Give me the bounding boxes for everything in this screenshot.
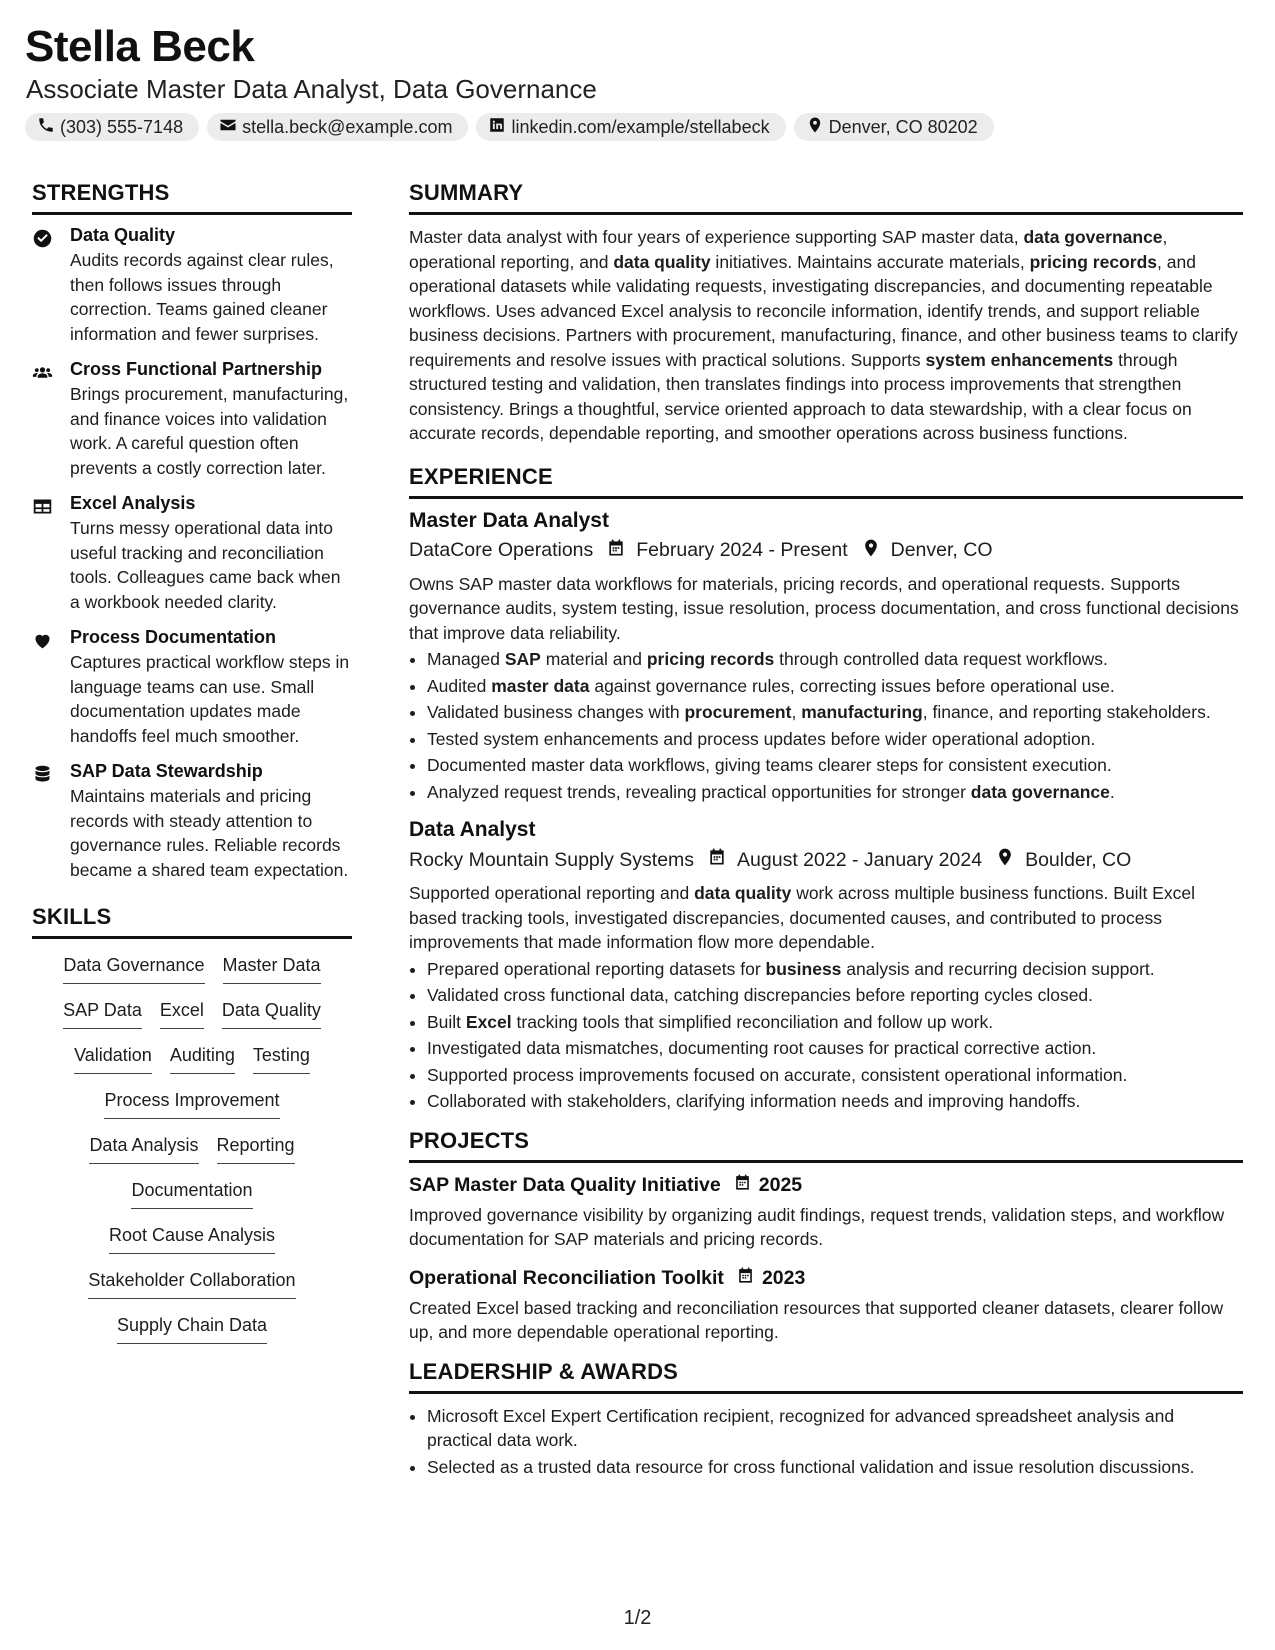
location-pill bbox=[794, 113, 994, 141]
linkedin-text: linkedin.com/example/stellabeck bbox=[511, 116, 770, 137]
skill-row bbox=[32, 1315, 352, 1360]
text-run: against governance rules, correcting issues before operational use. bbox=[589, 675, 1115, 696]
strength-description: Brings procurement, manufacturing, and finance voices into validation work. A careful question often prevents a costly correction later. bbox=[70, 384, 349, 478]
candidate-name: Stella Beck bbox=[25, 22, 255, 71]
strength-description: Maintains materials and pricing records with steady attention to governance rules. Reliable records became a shared team expectation. bbox=[70, 786, 349, 880]
skill-tag: SAP Data bbox=[63, 1000, 142, 1029]
strength-body bbox=[70, 627, 352, 748]
text-run: Built bbox=[427, 1011, 466, 1032]
bullet-item bbox=[427, 1010, 1243, 1035]
calendar-icon bbox=[593, 538, 636, 564]
job-bullets bbox=[409, 647, 1243, 804]
text-run: Validated cross functional data, catching discrepancies before reporting cycles closed. bbox=[427, 985, 1094, 1005]
left-column bbox=[32, 180, 352, 1360]
skill-tag: Data Analysis bbox=[89, 1135, 198, 1164]
experience-item bbox=[409, 818, 1243, 1114]
map-pin-icon bbox=[806, 116, 824, 139]
summary-text bbox=[409, 225, 1243, 446]
skill-row bbox=[32, 1000, 352, 1045]
contact-bar bbox=[25, 113, 994, 141]
text-run: , and operational datasets while validating requests, investigating discrepancies, and documenting repeatable workflows. Uses advanced Excel analysis to reconcile information, identify trends, and support reliable business decisions. Partners with procurement, manufacturing, finance, and other business teams to clarify requirements and resolve issues with practical solutions. Supports bbox=[409, 251, 1238, 370]
bold-text: pricing records bbox=[646, 649, 775, 669]
bullet-item bbox=[427, 780, 1243, 805]
bullet-item bbox=[427, 674, 1243, 699]
project-title bbox=[409, 1173, 1243, 1198]
text-run: Tested system enhancements and process updates before wider operational adoption. bbox=[427, 728, 1096, 749]
skill-row bbox=[32, 1270, 352, 1315]
linkedin-icon bbox=[488, 116, 506, 139]
project-description: Created Excel based tracking and reconciliation resources that supported cleaner datasets, clearer follow up, and more dependable operational reporting. bbox=[409, 1297, 1224, 1342]
skill-tag: Data Governance bbox=[63, 955, 204, 984]
bullet-item bbox=[427, 647, 1243, 672]
project-year: 2025 bbox=[758, 1173, 803, 1196]
text-run: material and bbox=[540, 649, 647, 669]
text-run: Master data analyst with four years of experience supporting SAP master data, bbox=[409, 227, 1024, 247]
skill-tag: Root Cause Analysis bbox=[109, 1225, 275, 1254]
bullet-item bbox=[427, 957, 1243, 982]
experience-heading: EXPERIENCE bbox=[409, 464, 1243, 499]
text-run: initiatives. Maintains accurate materials, bbox=[710, 251, 1030, 272]
skill-row bbox=[32, 1180, 352, 1225]
text-run: Investigated data mismatches, documenting root causes for practical corrective action. bbox=[427, 1038, 1097, 1058]
text-run: . bbox=[1109, 781, 1115, 802]
experience-list bbox=[409, 509, 1243, 1114]
skill-tag: Reporting bbox=[217, 1135, 295, 1164]
text-run: Managed bbox=[427, 649, 505, 669]
bullet-item bbox=[427, 753, 1243, 778]
strength-title: Cross Functional Partnership bbox=[70, 359, 323, 379]
strength-item bbox=[32, 225, 352, 346]
bullet-item bbox=[427, 727, 1243, 752]
strengths-heading: STRENGTHS bbox=[32, 180, 352, 215]
text-run: Prepared operational reporting datasets for bbox=[427, 958, 766, 979]
job-location: Denver, CO bbox=[890, 539, 993, 561]
strength-body bbox=[70, 359, 352, 480]
strength-title: Process Documentation bbox=[70, 627, 277, 647]
skill-tag: Documentation bbox=[131, 1180, 252, 1209]
bold-text: business bbox=[765, 958, 842, 979]
company-name: DataCore Operations bbox=[409, 539, 594, 561]
envelope-icon bbox=[219, 116, 237, 139]
project-name: Operational Reconciliation Toolkit bbox=[409, 1266, 724, 1289]
bold-text: master data bbox=[491, 675, 590, 696]
bold-text: data governance bbox=[1023, 227, 1163, 247]
skill-tag: Stakeholder Collaboration bbox=[88, 1270, 295, 1299]
bold-text: data governance bbox=[970, 781, 1110, 802]
skill-tag: Process Improvement bbox=[104, 1090, 279, 1119]
bold-text: SAP bbox=[504, 649, 541, 669]
strength-item bbox=[32, 761, 352, 882]
skill-tag: Testing bbox=[253, 1045, 310, 1074]
map-pin-icon bbox=[982, 847, 1025, 873]
phone-pill[interactable] bbox=[25, 113, 199, 141]
job-title: Data Analyst bbox=[409, 818, 536, 841]
bullet-item bbox=[427, 1036, 1243, 1061]
skill-row bbox=[32, 1090, 352, 1135]
bold-text: pricing records bbox=[1029, 251, 1157, 272]
text-run: through structured testing and validation, then translates findings into process improvements that strengthen consistency. Brings a thoughtful, service oriented approach to data stewardship, with a clear focus on accurate records, dependable reporting, and smoother operations across business functions. bbox=[409, 349, 1192, 443]
location-text: Denver, CO 80202 bbox=[828, 116, 978, 137]
skill-row bbox=[32, 1225, 352, 1270]
text-run: work across multiple business functions. Built Excel based tracking tools, investigated discrepancies, documented causes, and contributed to process improvements that made information flow more dependable. bbox=[409, 883, 1195, 952]
email-pill[interactable] bbox=[207, 113, 468, 141]
bullet-item bbox=[427, 700, 1243, 725]
map-pin-icon bbox=[848, 538, 891, 564]
job-bullets bbox=[409, 957, 1243, 1114]
project-description: Improved governance visibility by organizing audit findings, request trends, validation steps, and workflow documentation for SAP materials and pricing records. bbox=[409, 1204, 1225, 1249]
bullet-item bbox=[427, 1089, 1243, 1114]
bold-text: data quality bbox=[694, 883, 792, 903]
bullet-item bbox=[427, 1063, 1243, 1088]
right-column bbox=[409, 180, 1243, 1481]
skill-tag: Data Quality bbox=[222, 1000, 321, 1029]
job-dates: August 2022 - January 2024 bbox=[737, 848, 983, 871]
check-circle-icon bbox=[32, 225, 70, 346]
candidate-title: Associate Master Data Analyst, Data Governance bbox=[26, 74, 597, 104]
project-name: SAP Master Data Quality Initiative bbox=[409, 1173, 721, 1196]
text-run: Analyzed request trends, revealing practical opportunities for stronger bbox=[427, 781, 971, 802]
text-run: tracking tools that simplified reconciliation and follow up work. bbox=[511, 1011, 994, 1032]
job-meta bbox=[409, 538, 1243, 564]
skill-row bbox=[32, 955, 352, 1000]
skill-tag: Auditing bbox=[170, 1045, 235, 1074]
calendar-icon bbox=[694, 847, 737, 873]
project-title bbox=[409, 1266, 1243, 1291]
email-text: stella.beck@example.com bbox=[242, 116, 453, 137]
job-dates: February 2024 - Present bbox=[636, 539, 848, 561]
strength-item bbox=[32, 359, 352, 480]
skill-tag: Validation bbox=[74, 1045, 152, 1074]
job-location: Boulder, CO bbox=[1025, 848, 1132, 871]
text-run: , bbox=[791, 702, 802, 722]
job-meta bbox=[409, 847, 1243, 873]
leadership-list bbox=[409, 1404, 1243, 1480]
company-name: Rocky Mountain Supply Systems bbox=[409, 848, 695, 871]
text-run: , finance, and reporting stakeholders. bbox=[922, 702, 1211, 722]
job-title: Master Data Analyst bbox=[409, 508, 609, 532]
strength-title: Data Quality bbox=[70, 225, 176, 245]
bold-text: manufacturing bbox=[801, 702, 923, 722]
text-run: Documented master data workflows, giving teams clearer steps for consistent execution. bbox=[427, 755, 1112, 775]
phone-icon bbox=[37, 116, 55, 139]
strength-body bbox=[70, 493, 352, 614]
projects-list bbox=[409, 1173, 1243, 1345]
skills-heading: SKILLS bbox=[32, 904, 352, 939]
strength-description: Audits records against clear rules, then follows issues through correction. Teams gained cleaner information and fewer surprises. bbox=[70, 250, 334, 344]
text-run: Owns SAP master data workflows for materials, pricing records, and operational requests. Supports governance audits, system testing, issue resolution, process documentation, and cross functional decisions that improve data reliability. bbox=[409, 573, 1239, 643]
strength-description: Captures practical workflow steps in language teams can use. Small documentation updates made handoffs feel much smoother. bbox=[70, 652, 350, 746]
text-run: analysis and recurring decision support. bbox=[841, 958, 1155, 979]
phone-text: (303) 555-7148 bbox=[60, 116, 184, 137]
strength-body bbox=[70, 761, 352, 882]
text-run: , operational reporting, and bbox=[409, 227, 1168, 272]
skill-tag: Master Data bbox=[223, 955, 321, 984]
linkedin-pill[interactable] bbox=[476, 113, 785, 141]
experience-item bbox=[409, 509, 1243, 805]
bold-text: procurement bbox=[684, 702, 792, 722]
calendar-icon bbox=[721, 1173, 759, 1198]
strengths-list bbox=[32, 225, 352, 882]
job-summary bbox=[409, 572, 1243, 646]
heart-icon bbox=[32, 627, 70, 748]
skill-tag: Supply Chain Data bbox=[117, 1315, 267, 1344]
summary-heading: SUMMARY bbox=[409, 180, 1243, 215]
text-run: through controlled data request workflows. bbox=[774, 649, 1108, 669]
page-number: 1/2 bbox=[623, 1607, 652, 1629]
strength-title: Excel Analysis bbox=[70, 493, 196, 513]
job-summary bbox=[409, 881, 1243, 955]
leadership-heading: LEADERSHIP & AWARDS bbox=[409, 1359, 1243, 1394]
bold-text: data quality bbox=[613, 251, 711, 272]
award-item: • Selected as a trusted data resource for cross functional validation and issue resolution discussions. bbox=[427, 1455, 1243, 1480]
text-run: Supported operational reporting and bbox=[409, 883, 695, 903]
calendar-icon bbox=[724, 1266, 762, 1291]
bold-text: system enhancements bbox=[925, 349, 1114, 370]
bullet-item bbox=[427, 983, 1243, 1008]
award-item: • Microsoft Excel Expert Certification recipient, recognized for advanced spreadsheet analysis and practical data work. bbox=[427, 1404, 1243, 1453]
skill-tag: Excel bbox=[160, 1000, 204, 1029]
projects-heading: PROJECTS bbox=[409, 1128, 1243, 1163]
users-icon bbox=[32, 359, 70, 480]
text-run: Supported process improvements focused on accurate, consistent operational information. bbox=[427, 1064, 1128, 1085]
skills-list bbox=[32, 949, 352, 1360]
text-run: Audited bbox=[427, 675, 492, 696]
strength-item bbox=[32, 493, 352, 614]
strength-title: SAP Data Stewardship bbox=[70, 761, 263, 781]
text-run: Validated business changes with bbox=[427, 702, 685, 722]
table-icon bbox=[32, 493, 70, 614]
strength-description: Turns messy operational data into useful tracking and reconciliation tools. Colleagues came back when a workbook needed clarity. bbox=[70, 518, 341, 612]
text-run: Collaborated with stakeholders, clarifying information needs and improving handoffs. bbox=[427, 1091, 1081, 1111]
database-icon bbox=[32, 761, 70, 882]
bold-text: Excel bbox=[465, 1011, 512, 1032]
project-year: 2023 bbox=[761, 1266, 806, 1289]
strength-body bbox=[70, 225, 352, 346]
skill-row bbox=[32, 1135, 352, 1180]
skill-row bbox=[32, 1045, 352, 1090]
strength-item bbox=[32, 627, 352, 748]
